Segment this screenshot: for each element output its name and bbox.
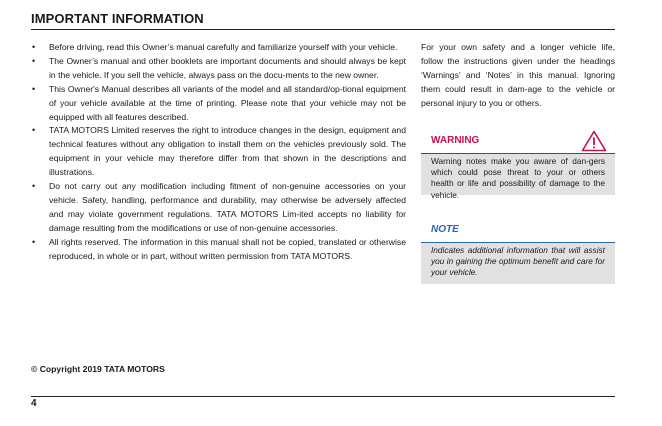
list-item-text: Before driving, read this Owner’s manual carefully and familiarize yourself with your vehicle. (49, 42, 398, 52)
list-item-text: Do not carry out any modification including fitment of non-genuine accessories on your vehicle. Safety, handling, performance and durability, may otherwise be adversely affected and may violate government regulations. TATA MOTORS Lim-ited accepts no liability for damage resulting from the modifications or use of non-genuine accessories. (49, 181, 406, 233)
intro-paragraph: For your own safety and a longer vehicle life, follow the instructions given under the headings ‘Warnings’ and ‘Notes’ in this manual. Ignoring them could result in dam-age to the vehicle or personal injury to you or others. (421, 42, 615, 108)
note-header (421, 218, 615, 243)
note-title: NOTE (431, 224, 459, 235)
list-item (31, 236, 406, 264)
page-title: IMPORTANT INFORMATION (31, 11, 204, 26)
safety-info-section (421, 41, 615, 278)
list-item (31, 55, 406, 83)
bullet-icon: • (32, 83, 36, 94)
bullet-icon: • (32, 236, 36, 247)
bullet-icon: • (32, 55, 36, 66)
list-item (31, 124, 406, 180)
warning-title: WARNING (431, 135, 480, 146)
bullet-icon: • (32, 42, 36, 52)
footer-divider (31, 396, 615, 397)
information-list-section (31, 41, 406, 264)
list-item-text: This Owner's Manual describes all variants of the model and all standard/op-tional equipment of your vehicle available at the time of printing. Please note that your vehicle may not be equipped with all features described. (49, 83, 406, 122)
list-item (31, 83, 406, 125)
header-divider (31, 29, 615, 30)
list-item (31, 180, 406, 236)
warning-box (421, 129, 615, 200)
list-item-text: TATA MOTORS Limited reserves the right to introduce changes in the design, equipment and technical features without any obligation to install them on the vehicles previously sold. The equipment in your vehicle may therefore differ from that shown in the descriptions and illustrations. (49, 125, 406, 178)
note-text: Indicates additional information that will assist you in gaining the optimum benefit and care for your vehicle. (431, 245, 605, 278)
note-box (421, 218, 615, 284)
list-item-text: The Owner’s manual and other booklets are important documents and should always be kept in the vehicle. If you sell the vehicle, always pass on the docu-ments to the new owner. (49, 55, 406, 80)
warning-header (421, 129, 615, 154)
copyright-notice: © Copyright 2019 TATA MOTORS (31, 364, 165, 374)
bullet-icon: • (32, 125, 36, 136)
warning-text: Warning notes make you aware of dan-gers which could pose threat to your or others health or life and possibility of damage to the vehicle. (431, 156, 605, 200)
list-item (31, 41, 406, 55)
page-number: 4 (31, 398, 37, 409)
list-item-text: All rights reserved. The information in this manual shall not be copied, translated or otherwise reproduced, in whole or in part, without written permission from TATA MOTORS. (49, 236, 406, 261)
bullet-icon: • (32, 181, 36, 192)
warning-triangle-icon (581, 130, 607, 157)
bullet-list (31, 41, 406, 264)
